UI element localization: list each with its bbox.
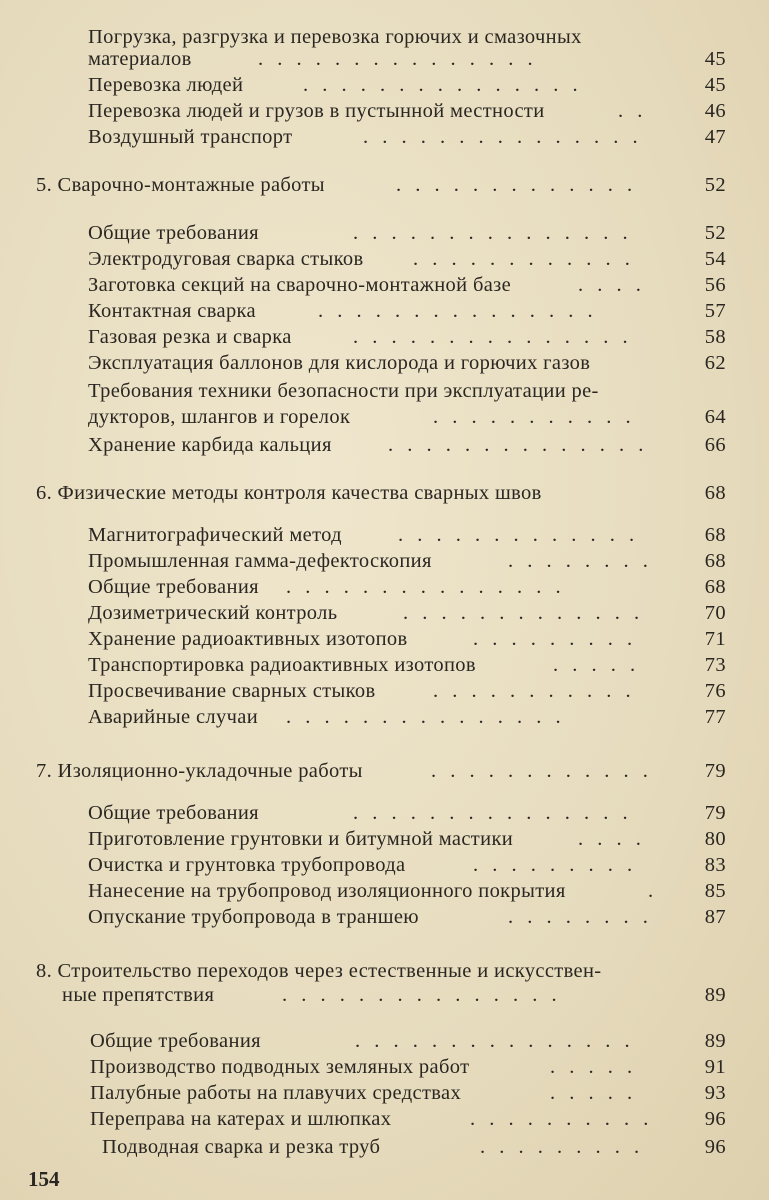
toc-entry: [88, 124, 769, 150]
toc-entry: [88, 72, 769, 98]
toc-entry-label: Дозиметрический контроль: [88, 602, 338, 624]
toc-section: [36, 172, 769, 198]
toc-page-number: 89: [704, 984, 726, 1006]
toc-entry: [90, 1106, 769, 1132]
toc-entry-label: Промышленная гамма-дефектоскопия: [88, 550, 432, 572]
toc-entry-label: дукторов, шлангов и горелок: [88, 406, 351, 428]
toc-page-number: 56: [704, 274, 726, 296]
toc-page-number: 52: [704, 174, 726, 196]
toc-page-number: 68: [704, 576, 726, 598]
leader-dots: . . . . . . . . . . .: [433, 680, 631, 702]
toc-page-number: 87: [704, 906, 726, 928]
toc-section: [62, 982, 769, 1008]
leader-dots: . . . .: [578, 828, 641, 850]
leader-dots: . .: [618, 100, 643, 122]
toc-page-number: 85: [704, 880, 726, 902]
toc-entry-label: Газовая резка и сварка: [88, 326, 292, 348]
toc-entry-label: Общие требования: [88, 222, 259, 244]
toc-entry-label: Погрузка, разгрузка и перевозка горючих и смазочных: [88, 26, 582, 48]
toc-page-number: 64: [704, 406, 726, 428]
toc-entry-label: Общие требования: [88, 802, 259, 824]
toc-page-number: 47: [704, 126, 726, 148]
toc-section-label: 7. Изоляционно-укладочные работы: [36, 760, 363, 782]
toc-entry: [88, 704, 769, 730]
leader-dots: . . . . . . . . . .: [470, 1108, 649, 1130]
toc-entry-label: Общие требования: [90, 1030, 261, 1052]
toc-page-number: 83: [704, 854, 726, 876]
toc-entry-label: Переправа на катерах и шлюпках: [90, 1108, 392, 1130]
toc-entry: [90, 1054, 769, 1080]
toc-page-number: 77: [704, 706, 726, 728]
toc-entry-label: Электродуговая сварка стыков: [88, 248, 364, 270]
toc-page-number: 89: [704, 1030, 726, 1052]
toc-page-number: 68: [704, 524, 726, 546]
toc-entry-label: Общие требования: [88, 576, 259, 598]
toc-section: [36, 758, 769, 784]
toc-entry-label: Контактная сварка: [88, 300, 257, 322]
toc-section-label: ные препятствия: [62, 984, 215, 1006]
toc-page-number: 52: [704, 222, 726, 244]
toc-entry-label: материалов: [88, 48, 192, 70]
leader-dots: . . . . . . . . . . . .: [413, 248, 630, 270]
toc-page-number: 54: [704, 248, 726, 270]
toc-page-number: 45: [704, 48, 726, 70]
toc-page-number: 68: [704, 550, 726, 572]
leader-dots: . . . . . . . . . . . . .: [396, 174, 633, 196]
leader-dots: . . . .: [578, 274, 641, 296]
toc-entry-label: Палубные работы на плавучих средствах: [90, 1082, 462, 1104]
leader-dots: .: [648, 880, 654, 902]
toc-entry: [88, 432, 769, 458]
toc-section: [36, 480, 769, 506]
toc-page-number: 46: [704, 100, 726, 122]
toc-entry-label: Хранение радиоактивных изотопов: [88, 628, 408, 650]
toc-entry-label: Подводная сварка и резка труб: [102, 1136, 381, 1158]
leader-dots: . . . . . . . . . . . . . . .: [363, 126, 638, 148]
leader-dots: . . . . . . . . . . . . . . .: [258, 48, 533, 70]
toc-section-label: 8. Строительство переходов через естественные и искусствен-: [36, 960, 602, 982]
leader-dots: . . . . . . . . . . . . . . .: [286, 576, 561, 598]
toc-entry: [90, 1028, 769, 1054]
toc-entry: [88, 800, 769, 826]
toc-entry-label: Эксплуатация баллонов для кислорода и горючих газов: [88, 352, 591, 374]
toc-entry-label: Аварийные случаи: [88, 706, 259, 728]
toc-page-number: 45: [704, 74, 726, 96]
toc-entry: [88, 98, 769, 124]
leader-dots: . . . . . . . . . . . . . . .: [286, 706, 561, 728]
leader-dots: . . . . . . . . . . . . . . .: [303, 74, 578, 96]
toc-entry-label: Опускание трубопровода в траншею: [88, 906, 419, 928]
toc-page-number: 58: [704, 326, 726, 348]
leader-dots: . . . . .: [550, 1056, 633, 1078]
toc-entry-label: Хранение карбида кальция: [88, 434, 332, 456]
toc-page-number: 66: [704, 434, 726, 456]
toc-page-number: 71: [704, 628, 726, 650]
toc-entry: [88, 652, 769, 678]
leader-dots: . . . . . . . . . . . . . . .: [353, 222, 628, 244]
leader-dots: . . . . . . . .: [508, 550, 648, 572]
leader-dots: . . . . . . . . . . . . . .: [388, 434, 644, 456]
toc-entry: [88, 600, 769, 626]
leader-dots: . . . . .: [553, 654, 636, 676]
leader-dots: . . . . . . . . . . . . .: [398, 524, 635, 546]
toc-entry: [88, 246, 769, 272]
toc-entry: [88, 272, 769, 298]
toc-entry: [88, 904, 769, 930]
toc-page-number: 70: [704, 602, 726, 624]
leader-dots: . . . . . . . . . . . . . . .: [318, 300, 593, 322]
toc-entry-label: Заготовка секций на сварочно-монтажной базе: [88, 274, 512, 296]
toc-entry: [88, 350, 769, 376]
folio-page-number: 154: [28, 1167, 60, 1191]
leader-dots: . . . . . . . . . . .: [433, 406, 631, 428]
toc-entry: [88, 852, 769, 878]
toc-page-number: 79: [704, 760, 726, 782]
toc-page-number: 91: [704, 1056, 726, 1078]
leader-dots: . . . . . . . . . . . . . . .: [282, 984, 557, 1006]
toc-page-number: 96: [704, 1108, 726, 1130]
leader-dots: . . . . .: [550, 1082, 633, 1104]
leader-dots: . . . . . . . . .: [473, 628, 633, 650]
leader-dots: . . . . . . . . . . . . . . .: [355, 1030, 630, 1052]
toc-entry: [88, 626, 769, 652]
toc-page-number: 62: [704, 352, 726, 374]
toc-entry: [88, 878, 769, 904]
toc-entry-label: Приготовление грунтовки и битумной мастики: [88, 828, 514, 850]
toc-entry: [88, 404, 769, 430]
toc-entry-label: Перевозка людей и грузов в пустынной местности: [88, 100, 545, 122]
toc-entry: [88, 574, 769, 600]
toc-page-number: 57: [704, 300, 726, 322]
toc-entry-label: Воздушный транспорт: [88, 126, 293, 148]
leader-dots: . . . . . . . . . . . . . . .: [353, 802, 628, 824]
toc-entry: [88, 46, 769, 72]
toc-page-number: 80: [704, 828, 726, 850]
toc-entry-label: Перевозка людей: [88, 74, 244, 96]
leader-dots: . . . . . . . . . . . .: [431, 760, 648, 782]
toc-entry: [90, 1080, 769, 1106]
toc-entry: [88, 826, 769, 852]
toc-section-label: 6. Физические методы контроля качества сварных швов: [36, 482, 542, 504]
toc-entry-label: Магнитографический метод: [88, 524, 342, 546]
leader-dots: . . . . . . . . . . . . .: [403, 602, 640, 624]
toc-entry-label: Транспортировка радиоактивных изотопов: [88, 654, 476, 676]
toc-entry: [88, 678, 769, 704]
toc-entry: [88, 220, 769, 246]
toc-section-label: 5. Сварочно-монтажные работы: [36, 174, 325, 196]
leader-dots: . . . . . . . . . . . . . . .: [353, 326, 628, 348]
toc-entry: [88, 324, 769, 350]
toc-entry-label: Нанесение на трубопровод изоляционного покрытия: [88, 880, 566, 902]
toc-entry: [88, 548, 769, 574]
toc-entry: [102, 1134, 769, 1160]
toc-page-number: 93: [704, 1082, 726, 1104]
toc-page-number: 68: [704, 482, 726, 504]
toc-entry-label: Просвечивание сварных стыков: [88, 680, 376, 702]
toc-entry: [88, 522, 769, 548]
toc-entry-label: Очистка и грунтовка трубопровода: [88, 854, 406, 876]
toc-page-number: 73: [704, 654, 726, 676]
toc-entry: [88, 298, 769, 324]
toc-page-number: 76: [704, 680, 726, 702]
toc-page-number: 96: [704, 1136, 726, 1158]
leader-dots: . . . . . . . . .: [480, 1136, 640, 1158]
leader-dots: . . . . . . . .: [508, 906, 648, 928]
toc-page-number: 79: [704, 802, 726, 824]
leader-dots: . . . . . . . . .: [473, 854, 633, 876]
toc-entry-label: Требования техники безопасности при эксплуатации ре-: [88, 380, 599, 402]
toc-entry-label: Производство подводных земляных работ: [90, 1056, 470, 1078]
